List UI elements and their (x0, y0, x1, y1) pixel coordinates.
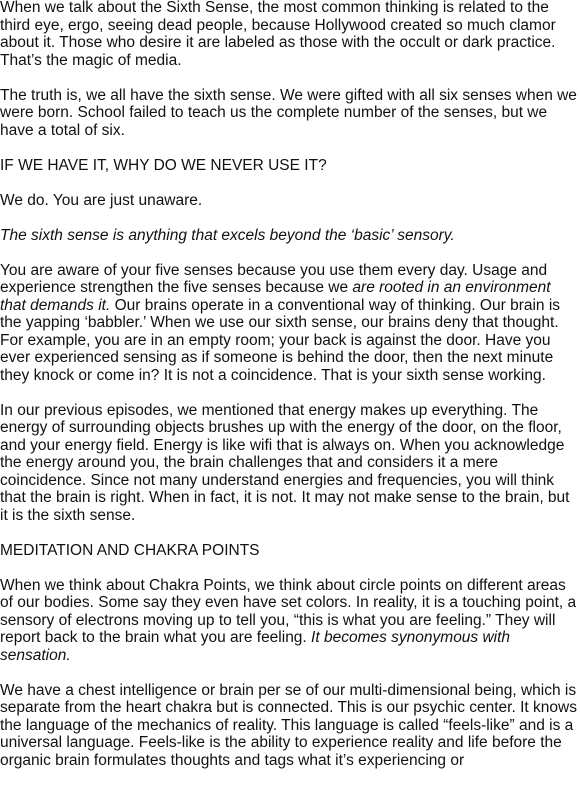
definition-italic-text: The sixth sense is anything that excels beyond the ‘basic’ sensory. (0, 226, 455, 244)
energy-paragraph: In our previous episodes, we mentioned that energy makes up everything. The energy of surrounding objects brushes up with the energy of the door, on the floor, and your energy field. Energy is like wifi that is always on. When you acknowledge the energy around you, the brain challenges that and considers it a mere coincidence. Since not many understand energies and frequencies, you will think that the brain is right. When in fact, it is not. It may not make sense to the brain, but it is the sixth sense. (0, 401, 570, 524)
answer-paragraph: We do. You are just unaware. (0, 191, 203, 209)
chakra-points-italic-text: It becomes synonymous with sensation. (0, 629, 511, 664)
sixth-sense-truth-paragraph: The truth is, we all have the sixth sense. We were gifted with all six senses when we were born. School failed to teach us the complete number of the senses, but we have a total of six. (0, 86, 577, 139)
five-senses-italic-text: are rooted in an environment that demands it. (0, 279, 551, 314)
five-senses-paragraph (0, 262, 578, 385)
definition-paragraph (0, 227, 578, 245)
chakra-points-paragraph (0, 577, 578, 665)
chest-intelligence-paragraph: We have a chest intelligence or brain per se of our multi-dimensional being, which is separate from the heart chakra but is connected. This is our psychic center. It knows the language of the mechanics of reality. This language is called “feels-like” and is a universal language. Feels-like is the ability to experience reality and life before the organic brain formulates thoughts and tags what it’s experiencing or (0, 681, 577, 769)
section-heading-why-never-use: IF WE HAVE IT, WHY DO WE NEVER USE IT? (0, 156, 327, 174)
intro-paragraph: When we talk about the Sixth Sense, the most common thinking is related to the third eye, ergo, seeing dead people, because Hollywood created so much clamor about it. Those who desire it are labeled as those with the occult or dark practice. That’s the magic of media. (0, 0, 556, 69)
five-senses-text-start: You are aware of your five senses because you use them every day. Usage and experience strengthen the five senses because we (0, 261, 548, 296)
five-senses-text-end: Our brains operate in a conventional way of thinking. Our brain is the yapping ‘babbler.’ When we use our sixth sense, our brains deny that thought. For example, you are in an empty room; your back is against the door. Have you ever experienced sensing as if someone is behind the door, then the next minute they knock or come in? It is not a coincidence. That is your sixth sense working. (0, 296, 561, 384)
chakra-points-text: When we think about Chakra Points, we think about circle points on different areas of our bodies. Some say they even have set colors. In reality, it is a touching point, a sensory of electrons moving up to tell you, “this is what you are feeling.” They will report back to the brain what you are feeling. (0, 576, 577, 646)
section-heading-meditation-chakra: MEDITATION AND CHAKRA POINTS (0, 541, 260, 559)
